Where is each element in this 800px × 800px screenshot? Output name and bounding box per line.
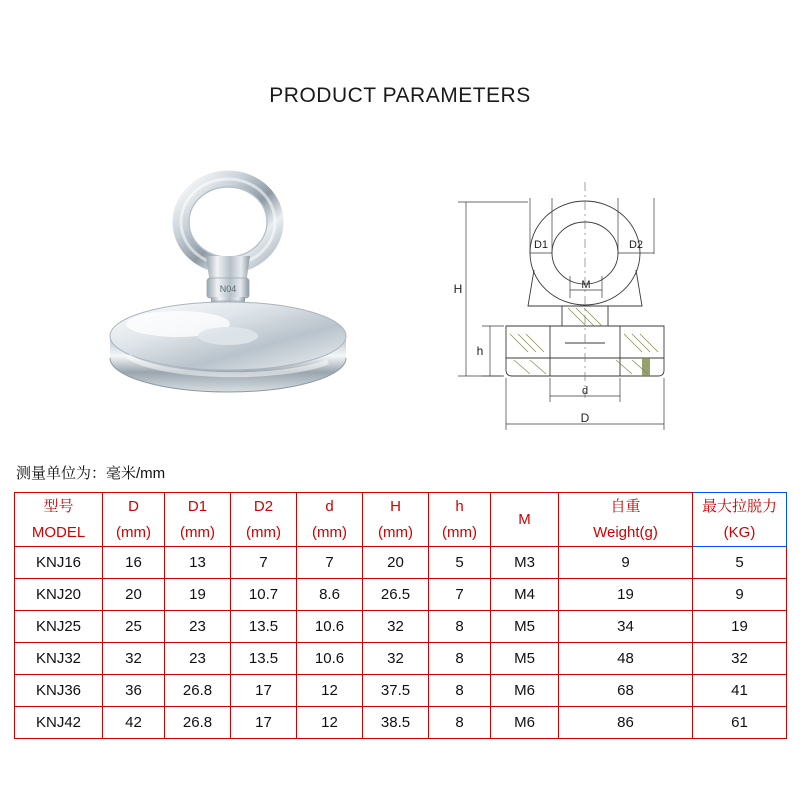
cell-d: 42 [103,707,165,739]
cell-d1: 26.8 [165,675,231,707]
cell-d2: 10.7 [231,579,297,611]
cell-d1: 13 [165,547,231,579]
header-hsmall-unit: (mm) [429,520,491,547]
cell-hsmall: 8 [429,707,491,739]
table-row [15,707,787,739]
cell-weight: 9 [559,547,693,579]
header-d-cn: D [103,493,165,520]
cell-d2: 17 [231,675,297,707]
cell-d1: 23 [165,611,231,643]
cell-dsmall: 10.6 [297,611,363,643]
parameters-table-wrapper [14,492,786,739]
cell-h: 32 [363,643,429,675]
header-h-cn: H [363,493,429,520]
cell-dsmall: 12 [297,675,363,707]
cell-weight: 48 [559,643,693,675]
pot-magnet-eyebolt-illustration [78,160,378,410]
cell-pullforce: 61 [693,707,787,739]
header-thread-m: M [491,493,559,547]
header-model-en: MODEL [15,520,103,547]
cross-section-drawing [410,158,760,448]
header-pullforce-unit: (KG) [693,520,787,547]
header-hsmall-cn: h [429,493,491,520]
parameters-table [14,492,787,739]
table-body [15,547,787,739]
cell-thread: M6 [491,675,559,707]
header-d-unit: (mm) [103,520,165,547]
cell-weight: 68 [559,675,693,707]
label-d-big: D [580,411,590,425]
cell-pullforce: 9 [693,579,787,611]
cell-d: 16 [103,547,165,579]
label-d-small: d [581,385,589,397]
cell-d: 25 [103,611,165,643]
header-d2-cn: D2 [231,493,297,520]
cell-d1: 26.8 [165,707,231,739]
cell-d1: 19 [165,579,231,611]
header-h-unit: (mm) [363,520,429,547]
table-header [15,493,787,547]
cell-model: KNJ42 [15,707,103,739]
cell-dsmall: 10.6 [297,643,363,675]
table-header-row-en [15,520,787,547]
cell-weight: 34 [559,611,693,643]
cell-hsmall: 8 [429,611,491,643]
product-photo [78,160,378,410]
table-header-row-cn [15,493,787,520]
label-h-big: H [453,282,463,296]
cell-model: KNJ20 [15,579,103,611]
header-model-cn: 型号 [15,493,103,520]
cell-weight: 19 [559,579,693,611]
cell-pullforce: 5 [693,547,787,579]
engraving-top: N04 [219,284,237,294]
cell-dsmall: 7 [297,547,363,579]
cell-d2: 17 [231,707,297,739]
cell-h: 20 [363,547,429,579]
table-row [15,675,787,707]
label-d2: D2 [628,239,644,251]
cell-thread: M5 [491,643,559,675]
header-dsmall-cn: d [297,493,363,520]
cell-hsmall: 7 [429,579,491,611]
cell-pullforce: 41 [693,675,787,707]
header-d2-unit: (mm) [231,520,297,547]
cell-hsmall: 8 [429,675,491,707]
cell-model: KNJ36 [15,675,103,707]
header-weight-cn: 自重 [559,493,693,520]
cell-model: KNJ32 [15,643,103,675]
cell-h: 32 [363,611,429,643]
cell-d1: 23 [165,643,231,675]
cell-d: 20 [103,579,165,611]
header-weight-en: Weight(g) [559,520,693,547]
cell-hsmall: 5 [429,547,491,579]
cell-hsmall: 8 [429,643,491,675]
cell-d: 36 [103,675,165,707]
table-row [15,579,787,611]
cell-model: KNJ16 [15,547,103,579]
header-d1-unit: (mm) [165,520,231,547]
cell-h: 38.5 [363,707,429,739]
header-d1-cn: D1 [165,493,231,520]
header-pullforce-cn: 最大拉脱力 [693,493,787,520]
header-dsmall-unit: (mm) [297,520,363,547]
cell-thread: M4 [491,579,559,611]
cell-dsmall: 8.6 [297,579,363,611]
cell-d: 32 [103,643,165,675]
cell-dsmall: 12 [297,707,363,739]
cell-pullforce: 32 [693,643,787,675]
label-d1: D1 [533,239,549,251]
table-row [15,643,787,675]
cell-d2: 13.5 [231,643,297,675]
cell-weight: 86 [559,707,693,739]
cell-d2: 13.5 [231,611,297,643]
cell-model: KNJ25 [15,611,103,643]
technical-drawing [410,158,760,448]
cell-thread: M5 [491,611,559,643]
cell-thread: M3 [491,547,559,579]
cell-h: 37.5 [363,675,429,707]
table-row [15,611,787,643]
label-h-small: h [476,344,484,358]
cell-d2: 7 [231,547,297,579]
table-row [15,547,787,579]
cell-h: 26.5 [363,579,429,611]
page-title: PRODUCT PARAMETERS [269,84,531,107]
measurement-unit-note: 测量单位为：毫米/mm [16,465,166,482]
cell-thread: M6 [491,707,559,739]
cell-pullforce: 19 [693,611,787,643]
label-m: M [581,279,591,291]
